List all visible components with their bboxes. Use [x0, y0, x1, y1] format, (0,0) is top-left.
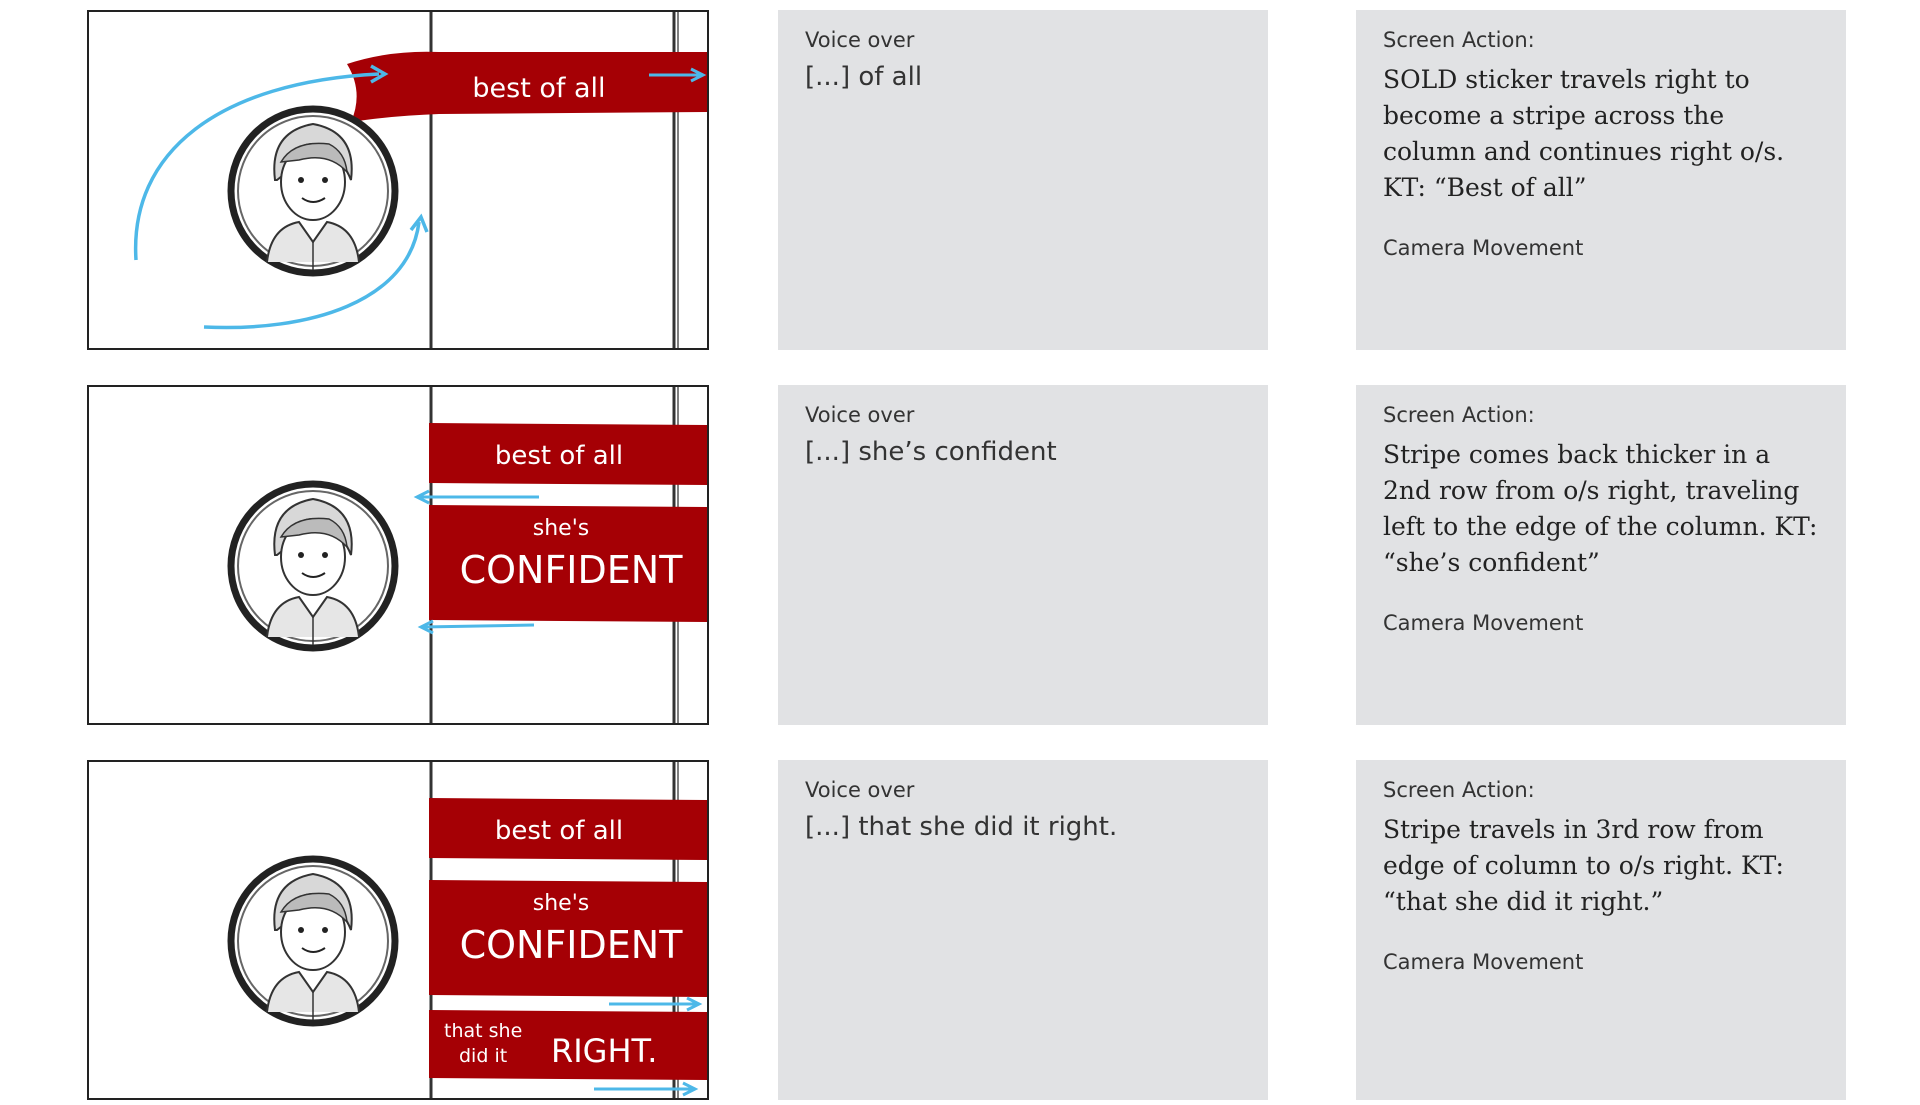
storyboard-frame-1 — [87, 10, 709, 350]
screen-action-panel-2 — [1356, 385, 1846, 725]
storyboard-row-2 — [0, 385, 1920, 725]
stripe-text-confident: CONFIDENT — [459, 548, 683, 592]
screen-action-text: SOLD sticker travels right to become a stripe across the column and continues right o/s. KT: “Best of all” — [1383, 65, 1785, 202]
screen-action-label: Screen Action: — [1383, 778, 1535, 802]
screen-action-label: Screen Action: — [1383, 403, 1535, 427]
stripe-text-best-of-all: best of all — [494, 816, 624, 846]
stripe-text-did-it: did it — [459, 1045, 508, 1067]
camera-movement-label: Camera Movement — [1383, 950, 1584, 974]
character-portrait — [231, 859, 395, 1023]
voice-over-label: Voice over — [805, 28, 915, 52]
voice-over-label: Voice over — [805, 778, 915, 802]
voice-over-panel-3 — [778, 760, 1268, 1100]
stripe-text-best-of-all: best of all — [494, 441, 624, 471]
voice-over-text: [...] she’s confident — [805, 437, 1057, 467]
storyboard-frame-2 — [87, 385, 709, 725]
storyboard-row-1 — [0, 10, 1920, 350]
character-portrait — [231, 109, 395, 273]
motion-arrow-left-bottom — [423, 625, 534, 627]
screen-action-panel-3 — [1356, 760, 1846, 1100]
sketch-1 — [89, 12, 707, 348]
voice-over-text: [...] that she did it right. — [805, 812, 1118, 842]
storyboard-frame-3 — [87, 760, 709, 1100]
voice-over-text: [...] of all — [805, 62, 923, 92]
camera-movement-label: Camera Movement — [1383, 236, 1584, 260]
screen-action-text: Stripe travels in 3rd row from edge of column to o/s right. KT: “that she did it right.” — [1383, 815, 1784, 916]
screen-action-label: Screen Action: — [1383, 28, 1535, 52]
character-portrait — [231, 484, 395, 648]
stripe-text-best-of-all: best of all — [472, 73, 606, 104]
sketch-3 — [89, 762, 707, 1098]
voice-over-panel-1 — [778, 10, 1268, 350]
voice-over-panel-2 — [778, 385, 1268, 725]
voice-over-label: Voice over — [805, 403, 915, 427]
stripe-text-confident: CONFIDENT — [459, 923, 683, 967]
stripe-text-right: RIGHT. — [551, 1032, 658, 1070]
sketch-2 — [89, 387, 707, 723]
screen-action-text: Stripe comes back thicker in a 2nd row from o/s right, traveling left to the edge of the column. KT: “she’s confident” — [1383, 440, 1818, 577]
camera-movement-label: Camera Movement — [1383, 611, 1584, 635]
storyboard-row-3 — [0, 760, 1920, 1100]
stripe-text-shes: she's — [532, 891, 590, 916]
stripe-text-shes: she's — [532, 516, 590, 541]
stripe-text-that-she: that she — [444, 1020, 523, 1042]
screen-action-panel-1 — [1356, 10, 1846, 350]
